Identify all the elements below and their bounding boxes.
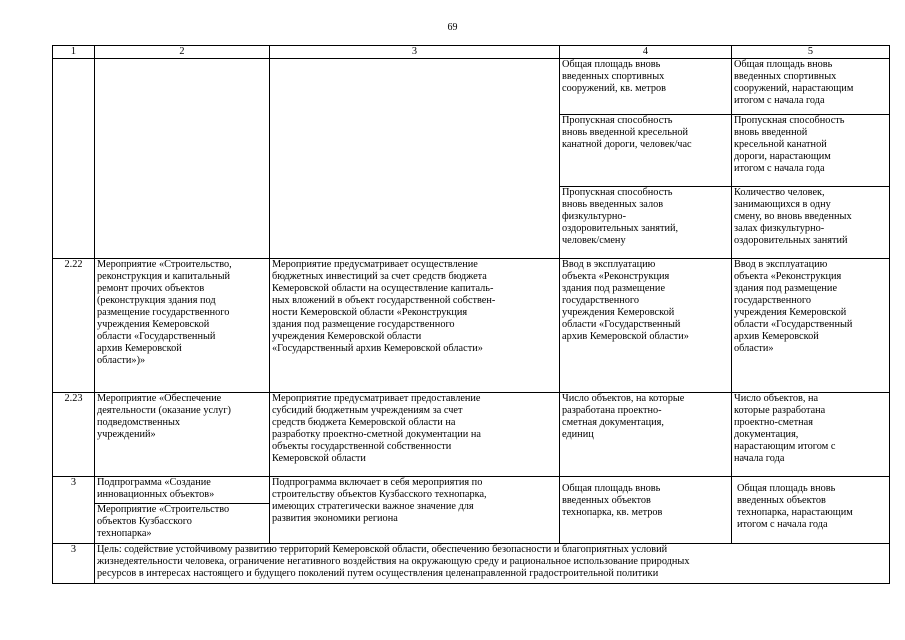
cell-description: Мероприятие предусматривает осуществление бюджетных инвестиций за счет средств бюджета Кемеровской области на осуществление капиталь- ных вложений в объект государственной собствен- ности Кемеровской области «Реконструкция здания под размещение государственного учреждения Кемеровской области «Государственный архив Кемеровской области» bbox=[270, 259, 560, 393]
column-header-2: 2 bbox=[95, 46, 270, 59]
cell-num-empty bbox=[53, 59, 95, 259]
cell-indicator: Общая площадь вновь введенных спортивных сооружений, кв. метров bbox=[560, 59, 732, 115]
cell-indicator: Общая площадь вновь введенных объектов технопарка, кв. метров bbox=[560, 477, 732, 544]
cell-num: 3 bbox=[53, 544, 95, 584]
cell-num: 3 bbox=[53, 477, 95, 544]
cell-num: 2.22 bbox=[53, 259, 95, 393]
cell-c3-empty bbox=[270, 59, 560, 259]
cell-c2-empty bbox=[95, 59, 270, 259]
cell-indicator-cumulative: Пропускная способность вновь введенной кресельной канатной дороги, нарастающим итогом с начала года bbox=[732, 115, 890, 187]
table-header-row bbox=[53, 46, 890, 59]
table-row bbox=[53, 544, 890, 584]
table-row bbox=[53, 59, 890, 115]
cell-indicator-cumulative: Количество человек, занимающихся в одну смену, во вновь введенных залах физкультурно- оздоровительных занятий bbox=[732, 187, 890, 259]
cell-indicator: Ввод в эксплуатацию объекта «Реконструкция здания под размещение государственного учреждения Кемеровской области «Государственный архив Кемеровской области» bbox=[560, 259, 732, 393]
table-row bbox=[53, 477, 890, 504]
cell-activity: Мероприятие «Строительство объектов Кузбасского технопарка» bbox=[95, 504, 270, 544]
cell-indicator: Число объектов, на которые разработана проектно- сметная документация, единиц bbox=[560, 393, 732, 477]
page-number: 69 bbox=[447, 22, 458, 33]
cell-indicator: Пропускная способность вновь введенных залов физкультурно- оздоровительных занятий, человек/смену bbox=[560, 187, 732, 259]
table-row bbox=[53, 259, 890, 393]
cell-indicator-cumulative: Число объектов, на которые разработана проектно-сметная документация, нарастающим итогом с начала года bbox=[732, 393, 890, 477]
cell-indicator-cumulative: Общая площадь вновь введенных объектов технопарка, нарастающим итогом с начала года bbox=[732, 477, 890, 544]
cell-activity: Мероприятие «Строительство, реконструкция и капитальный ремонт прочих объектов (реконструкция здания под размещение государственного учреждения Кемеровской области «Государственный архив Кемеровской области»)» bbox=[95, 259, 270, 393]
column-header-3: 3 bbox=[270, 46, 560, 59]
cell-indicator-cumulative: Ввод в эксплуатацию объекта «Реконструкция здания под размещение государственного учреждения Кемеровской области «Государственный архив Кемеровской области» bbox=[732, 259, 890, 393]
cell-description: Мероприятие предусматривает предоставление субсидий бюджетным учреждениям за счет средств бюджета Кемеровской области на разработку проектно-сметной документации на объекты государственной собственности Кемеровской области bbox=[270, 393, 560, 477]
cell-subprogram: Подпрограмма «Создание инновационных объектов» bbox=[95, 477, 270, 504]
table-row bbox=[53, 393, 890, 477]
cell-indicator: Пропускная способность вновь введенной кресельной канатной дороги, человек/час bbox=[560, 115, 732, 187]
column-header-1: 1 bbox=[53, 46, 95, 59]
cell-activity: Мероприятие «Обеспечение деятельности (оказание услуг) подведомственных учреждений» bbox=[95, 393, 270, 477]
indicators-table bbox=[52, 45, 890, 584]
cell-goal: Цель: содействие устойчивому развитию территорий Кемеровской области, обеспечению безопасности и благоприятных условий жизнедеятельности человека, ограничение негативного воздействия на окружающую среду и рациональное использование природных ресурсов в интересах настоящего и будущего поколений путем осуществления целенаправленной градостроительной политики bbox=[95, 544, 890, 584]
column-header-5: 5 bbox=[732, 46, 890, 59]
cell-indicator-cumulative: Общая площадь вновь введенных спортивных сооружений, нарастающим итогом с начала года bbox=[732, 59, 890, 115]
cell-description: Подпрограмма включает в себя мероприятия по строительству объектов Кузбасского технопарка, имеющих стратегически важное значение для развития экономики региона bbox=[270, 477, 560, 544]
cell-num: 2.23 bbox=[53, 393, 95, 477]
column-header-4: 4 bbox=[560, 46, 732, 59]
